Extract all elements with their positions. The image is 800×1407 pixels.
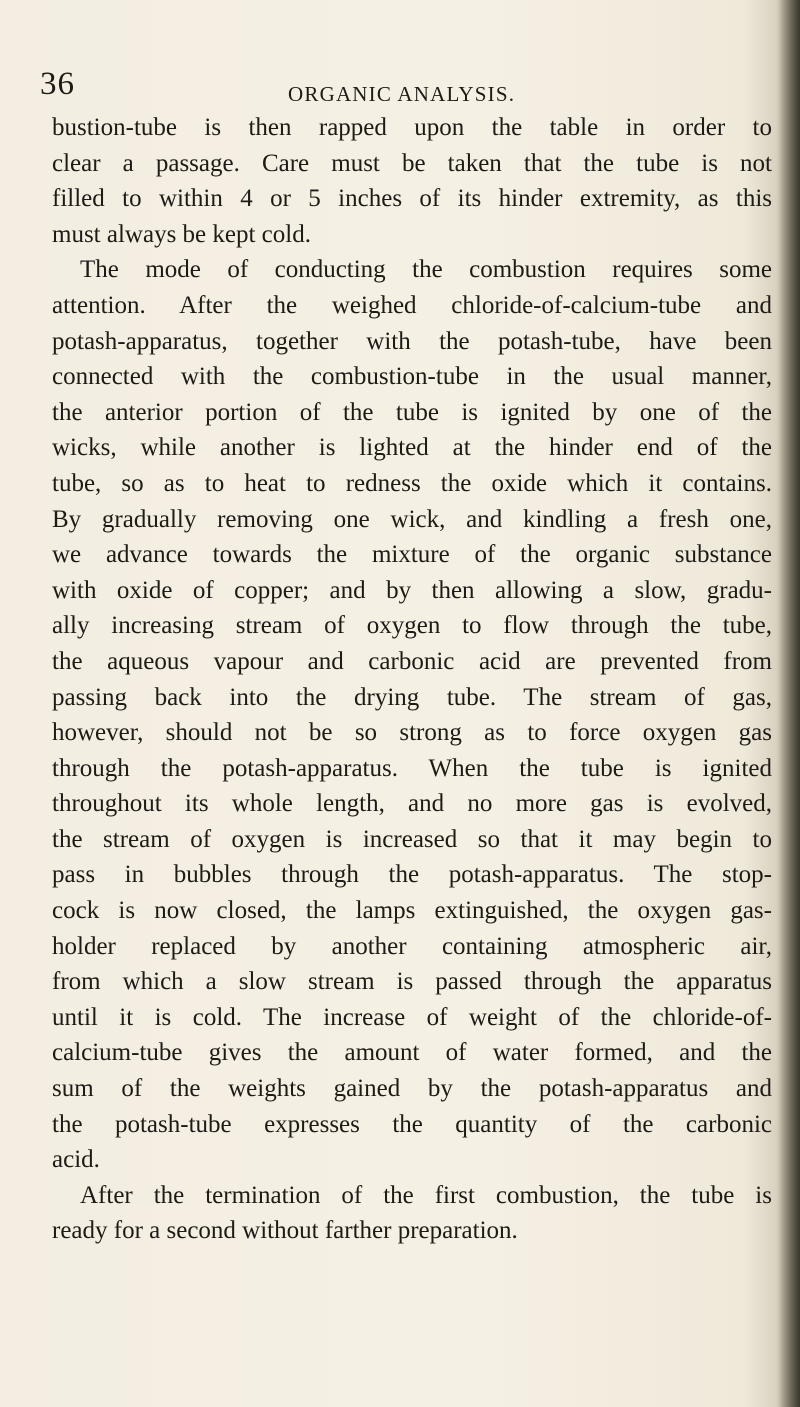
text-line: until it is cold. The increase of weight of the chloride-of- [52, 1003, 772, 1031]
text-line: acid. [52, 1146, 100, 1174]
text-line: sum of the weights gained by the potash-apparatus and [52, 1075, 772, 1103]
text-line: from which a slow stream is passed through the apparatus [52, 968, 772, 996]
text-line: filled to within 4 or 5 inches of its hinder extremity, as this [52, 185, 772, 213]
text-line: pass in bubbles through the potash-apparatus. The stop- [52, 861, 772, 889]
text-line: the potash-tube expresses the quantity of the carbonic [52, 1110, 772, 1138]
text-line: passing back into the drying tube. The stream of gas, [52, 683, 772, 711]
text-line: attention. After the weighed chloride-of-calcium-tube and [52, 291, 772, 319]
text-line: By gradually removing one wick, and kindling a fresh one, [52, 505, 772, 533]
page-number: 36 [40, 66, 75, 102]
text-line: clear a passage. Care must be taken that the tube is not [52, 149, 772, 177]
text-line: however, should not be so strong as to force oxygen gas [52, 719, 772, 747]
page-edge-shadow [778, 0, 800, 1407]
text-line: bustion-tube is then rapped upon the table in order to [52, 114, 772, 141]
text-line: through the potash-apparatus. When the tube is ignited [52, 754, 772, 782]
text-line: must always be kept cold. [52, 220, 311, 248]
text-line: The mode of conducting the combustion requires some [80, 256, 772, 284]
text-line: the aqueous vapour and carbonic acid are prevented from [52, 647, 772, 675]
text-line: holder replaced by another containing atmospheric air, [52, 932, 772, 960]
text-line: throughout its whole length, and no more gas is evolved, [52, 790, 772, 818]
text-line: the anterior portion of the tube is ignited by one of the [52, 398, 772, 426]
text-line: wicks, while another is lighted at the hinder end of the [52, 434, 772, 462]
text-line: cock is now closed, the lamps extinguished, the oxygen gas- [52, 897, 772, 925]
text-line: After the termination of the first combustion, the tube is [80, 1181, 772, 1209]
text-line: calcium-tube gives the amount of water formed, and the [52, 1039, 772, 1067]
body-text [52, 110, 772, 1249]
text-line: tube, so as to heat to redness the oxide which it contains. [52, 469, 772, 497]
text-line: with oxide of copper; and by then allowing a slow, gradu- [52, 576, 772, 604]
text-line: connected with the combustion-tube in the usual manner, [52, 363, 772, 391]
running-title: ORGANIC ANALYSIS. [288, 82, 516, 106]
text-line: we advance towards the mixture of the organic substance [52, 541, 772, 569]
text-line: the stream of oxygen is increased so that it may begin to [52, 825, 772, 853]
text-line: ally increasing stream of oxygen to flow through the tube, [52, 612, 772, 640]
text-line: potash-apparatus, together with the potash-tube, have been [52, 327, 772, 355]
text-line: ready for a second without farther preparation. [52, 1217, 518, 1245]
